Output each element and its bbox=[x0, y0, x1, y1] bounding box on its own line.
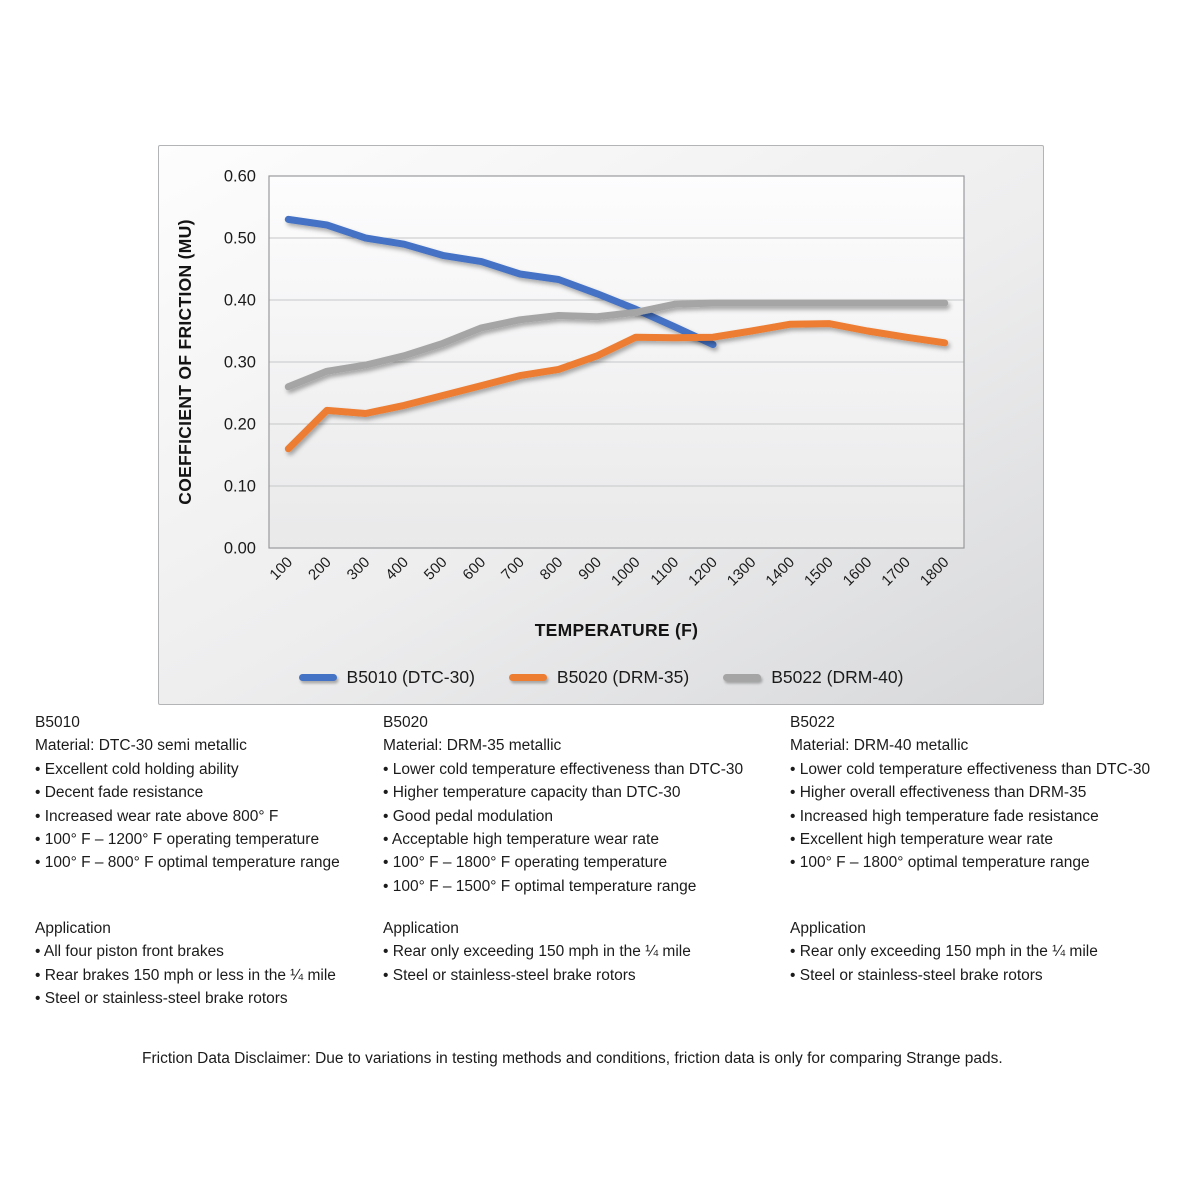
legend-label: B5022 (DRM-40) bbox=[771, 666, 904, 687]
legend-line-swatch-orange bbox=[509, 674, 547, 681]
legend-label: B5010 (DTC-30) bbox=[346, 666, 475, 687]
text-line: • Lower cold temperature effectiveness than DTC-30 bbox=[790, 760, 1151, 778]
text-line: • Steel or stainless-steel brake rotors bbox=[383, 966, 636, 984]
text-line: • Increased high temperature fade resistance bbox=[790, 807, 1099, 825]
legend-line-swatch-blue bbox=[299, 674, 337, 681]
text-line: • Rear brakes 150 mph or less in the ¼ mile bbox=[35, 966, 336, 984]
spec-lines bbox=[790, 734, 1190, 874]
svg-text:1400: 1400 bbox=[762, 553, 799, 590]
spec-column-b5010 bbox=[35, 711, 380, 875]
svg-text:1100: 1100 bbox=[647, 553, 683, 589]
product-name: B5020 bbox=[383, 714, 428, 731]
svg-text:1300: 1300 bbox=[723, 553, 760, 590]
text-line: • Excellent high temperature wear rate bbox=[790, 831, 1054, 849]
application-lines bbox=[35, 940, 380, 1010]
spec-column-b5020 bbox=[383, 711, 785, 898]
legend-item-b5020 bbox=[509, 667, 689, 688]
legend-label: B5020 (DRM-35) bbox=[556, 666, 690, 687]
text-line: • 100° F – 1200° F operating temperature bbox=[35, 831, 320, 849]
text-line: • Rear only exceeding 150 mph in the ¼ mile bbox=[383, 943, 691, 961]
friction-data-disclaimer: Friction Data Disclaimer: Due to variations in testing methods and conditions, friction data is only for comparing Strange pads. bbox=[142, 1049, 1003, 1067]
text-line: • Acceptable high temperature wear rate bbox=[383, 831, 659, 849]
application-lines bbox=[790, 940, 1190, 987]
legend-line-swatch-gray bbox=[723, 674, 761, 681]
svg-text:0.00: 0.00 bbox=[223, 539, 256, 558]
application-column-b5020 bbox=[383, 917, 785, 987]
svg-text:0.20: 0.20 bbox=[223, 415, 256, 434]
svg-text:1200: 1200 bbox=[685, 553, 721, 590]
text-line: • Increased wear rate above 800° F bbox=[35, 807, 279, 825]
text-line: Material: DRM-40 metallic bbox=[790, 737, 969, 755]
svg-text:100: 100 bbox=[266, 553, 297, 584]
svg-text:0.40: 0.40 bbox=[223, 291, 256, 310]
application-heading: Application bbox=[790, 920, 866, 937]
text-line: • All four piston front brakes bbox=[35, 943, 224, 961]
text-line: • Excellent cold holding ability bbox=[35, 760, 239, 778]
text-line: • Higher overall effectiveness than DRM-35 bbox=[790, 784, 1087, 802]
svg-text:1500: 1500 bbox=[801, 553, 837, 590]
text-line: • Rear only exceeding 150 mph in the ¼ mile bbox=[790, 943, 1098, 961]
legend-item-b5010 bbox=[299, 667, 475, 688]
svg-text:TEMPERATURE (F): TEMPERATURE (F) bbox=[534, 620, 699, 640]
text-line: Material: DRM-35 metallic bbox=[383, 737, 562, 755]
svg-text:1700: 1700 bbox=[878, 553, 914, 590]
text-line: • 100° F – 1500° F optimal temperature range bbox=[383, 877, 697, 895]
text-line: • 100° F – 800° F optimal temperature range bbox=[35, 854, 340, 872]
chart-legend bbox=[159, 664, 1043, 690]
svg-text:900: 900 bbox=[575, 553, 606, 584]
svg-text:1800: 1800 bbox=[916, 553, 953, 590]
text-line: • Steel or stainless-steel brake rotors bbox=[35, 990, 288, 1008]
text-line: • Steel or stainless-steel brake rotors bbox=[790, 966, 1043, 984]
svg-text:600: 600 bbox=[459, 553, 490, 584]
text-line: Material: DTC-30 semi metallic bbox=[35, 737, 247, 755]
text-line: • Good pedal modulation bbox=[383, 807, 554, 825]
text-line: • Lower cold temperature effectiveness than DTC-30 bbox=[383, 760, 744, 778]
text-line: • Decent fade resistance bbox=[35, 784, 204, 802]
svg-text:400: 400 bbox=[382, 553, 412, 584]
svg-text:500: 500 bbox=[420, 553, 451, 584]
application-heading: Application bbox=[383, 920, 459, 937]
svg-text:1600: 1600 bbox=[839, 553, 876, 590]
spec-lines bbox=[383, 734, 785, 898]
friction-chart bbox=[159, 146, 1045, 706]
svg-text:300: 300 bbox=[343, 553, 374, 584]
spec-lines bbox=[35, 734, 380, 874]
application-heading: Application bbox=[35, 920, 111, 937]
svg-text:700: 700 bbox=[498, 553, 528, 584]
svg-text:COEFFICIENT OF FRICTION (MU): COEFFICIENT OF FRICTION (MU) bbox=[175, 219, 195, 505]
application-lines bbox=[383, 940, 785, 987]
svg-text:0.50: 0.50 bbox=[223, 229, 256, 248]
legend-item-b5022 bbox=[723, 667, 903, 688]
text-line: • 100° F – 1800° optimal temperature range bbox=[790, 854, 1090, 872]
svg-text:200: 200 bbox=[305, 553, 335, 584]
svg-text:0.10: 0.10 bbox=[223, 477, 256, 496]
svg-text:1000: 1000 bbox=[608, 553, 644, 590]
text-line: • Higher temperature capacity than DTC-30 bbox=[383, 784, 681, 802]
spec-column-b5022 bbox=[790, 711, 1190, 875]
application-column-b5022 bbox=[790, 917, 1190, 987]
text-line: • 100° F – 1800° F operating temperature bbox=[383, 854, 668, 872]
friction-chart-panel bbox=[158, 145, 1044, 705]
application-column-b5010 bbox=[35, 917, 380, 1011]
svg-text:0.30: 0.30 bbox=[223, 353, 256, 372]
product-name: B5022 bbox=[790, 714, 835, 731]
product-name: B5010 bbox=[35, 714, 80, 731]
svg-text:800: 800 bbox=[536, 553, 567, 584]
svg-text:0.60: 0.60 bbox=[223, 167, 256, 186]
